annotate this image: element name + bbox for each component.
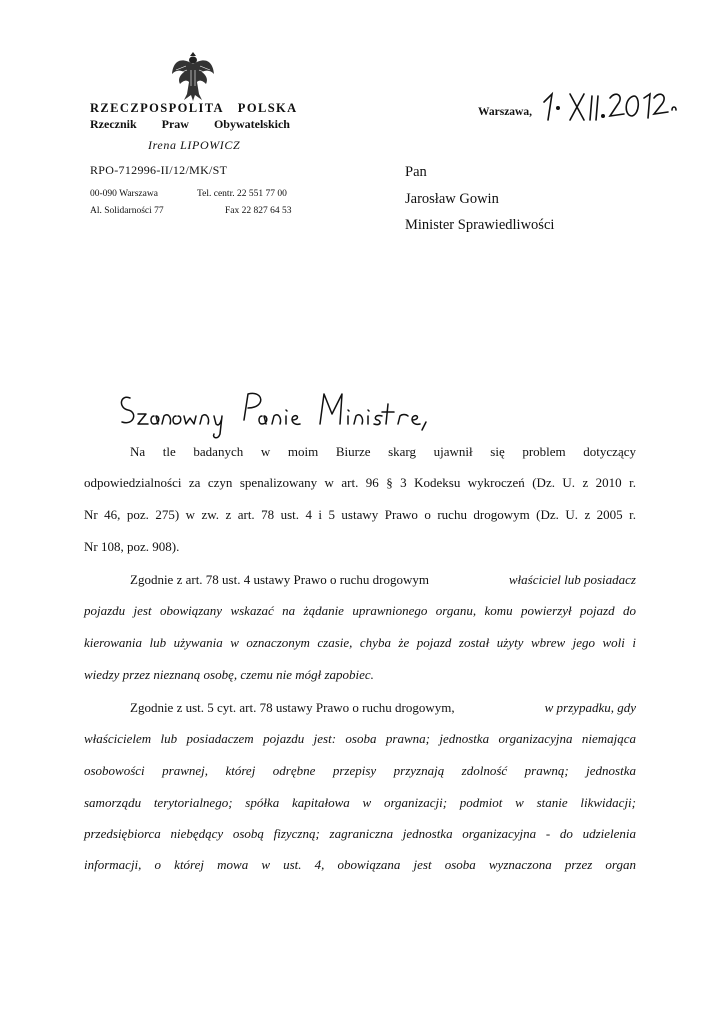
text-line-start: Zgodnie z ust. 5 cyt. art. 78 ustawy Prawo o ruchu drogowym, bbox=[130, 700, 455, 715]
text-line: Na tle badanych w moim Biurze skarg ujawnił się problem dotyczący bbox=[130, 444, 636, 459]
text-line-start: Zgodnie z art. 78 ust. 4 ustawy Prawo o ruchu drogowym bbox=[130, 572, 429, 587]
phone-number: Tel. centr. 22 551 77 00 bbox=[197, 189, 287, 199]
text-line: Nr 46, poz. 275) w zw. z art. 78 ust. 4 i 5 ustawy Prawo o ruchu drogowym (Dz. U. z 2005 r. bbox=[84, 507, 636, 522]
text-line: właścicielem lub posiadaczem pojazdu jest: osoba prawna; jednostka organizacyjna niemająca bbox=[84, 731, 636, 746]
fax-number: Fax 22 827 64 53 bbox=[225, 206, 292, 216]
text-line bbox=[130, 700, 636, 716]
handwritten-greeting bbox=[116, 384, 446, 444]
text-line: wiedzy przez nieznaną osobę, czemu nie mógł zapobiec. bbox=[84, 667, 374, 682]
text-line-italic: w przypadku, gdy bbox=[544, 700, 636, 715]
recipient-name: Jarosław Gowin bbox=[405, 191, 499, 207]
recipient-title: Minister Sprawiedliwości bbox=[405, 217, 555, 233]
official-name: Irena LIPOWICZ bbox=[148, 138, 241, 152]
text-line bbox=[130, 572, 636, 588]
text-line: kierowania lub używania w oznaczonym czasie, chyba że pojazd został użyty wbrew jego woli i bbox=[84, 635, 636, 650]
text-line: odpowiedzialności za czyn spenalizowany w art. 96 § 3 Kodeksu wykroczeń (Dz. U. z 2010 r. bbox=[84, 475, 636, 490]
text-line: samorządu terytorialnego; spółka kapitałowa w organizacji; podmiot w stanie likwidacji; bbox=[84, 795, 636, 810]
office-name: Rzecznik Praw Obywatelskich bbox=[90, 117, 290, 131]
text-line-italic: właściciel lub posiadacz bbox=[508, 572, 636, 587]
place-label: Warszawa, bbox=[478, 106, 532, 118]
text-line: pojazdu jest obowiązany wskazać na żądanie uprawnionego organu, komu powierzył pojazd do bbox=[84, 603, 636, 618]
address-postcode-city: 00-090 Warszawa bbox=[90, 189, 158, 199]
institution-name: RZECZPOSPOLITA POLSKA bbox=[90, 101, 298, 115]
paragraph-2 bbox=[84, 572, 636, 682]
address-street: Al. Solidarności 77 bbox=[90, 206, 164, 216]
recipient-salutation: Pan bbox=[405, 164, 427, 180]
paragraph-1 bbox=[84, 444, 636, 564]
text-line: informacji, o której mowa w ust. 4, obowiązana jest osoba wyznaczona przez organ bbox=[84, 857, 636, 872]
text-line: osobowości prawnej, której odrębne przepisy przyznają zdolność prawną; jednostka bbox=[84, 763, 636, 778]
reference-number: RPO-712996-II/12/MK/ST bbox=[90, 163, 228, 177]
text-line: przedsiębiorca niebędący osobą fizyczną; zagraniczna jednostka organizacyjna - do udzielenia bbox=[84, 826, 636, 841]
handwritten-date bbox=[540, 84, 680, 128]
text-line: Nr 108, poz. 908). bbox=[84, 539, 180, 554]
eagle-emblem bbox=[170, 50, 216, 102]
paragraph-3 bbox=[84, 700, 636, 880]
